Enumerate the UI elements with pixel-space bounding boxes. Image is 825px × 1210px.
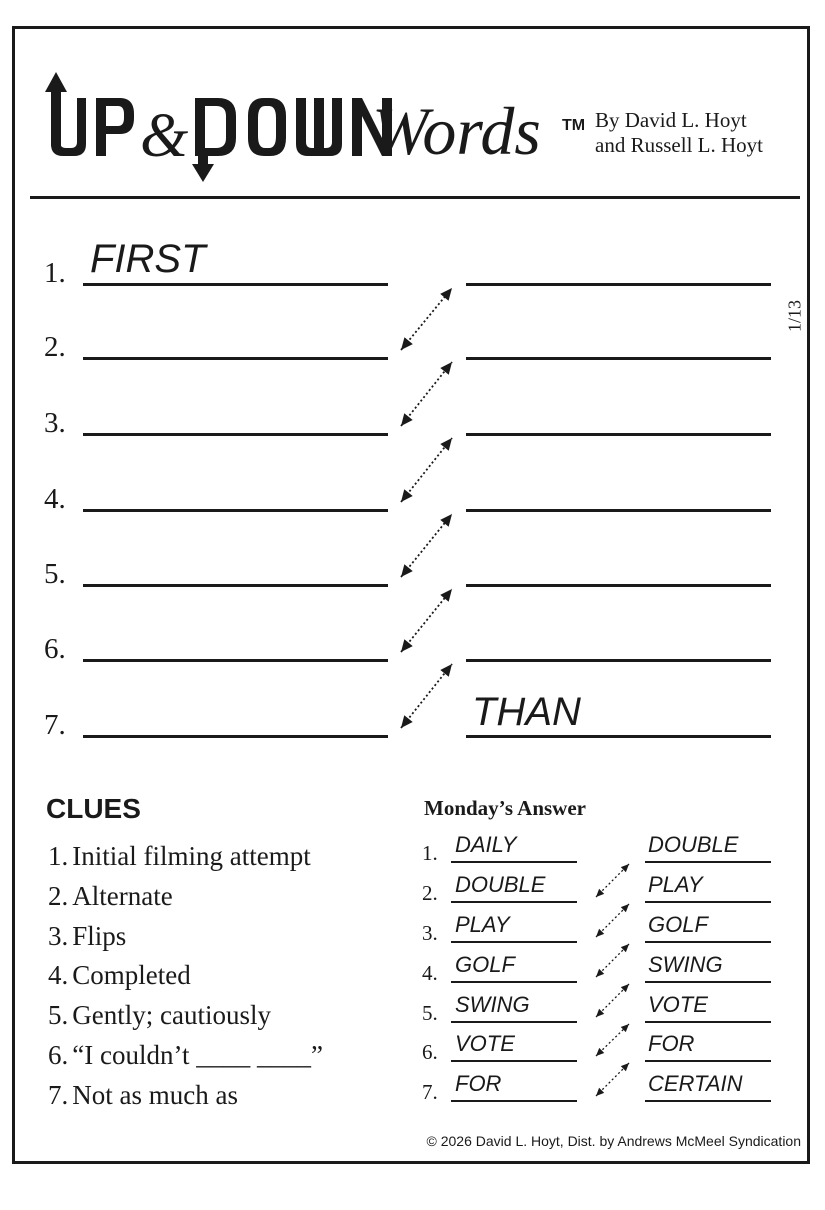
answer-right-line bbox=[645, 941, 771, 943]
answer-left-word: DAILY bbox=[455, 832, 517, 857]
answer-connector-arrow bbox=[596, 1063, 629, 1096]
clue-text: Gently; cautiously bbox=[72, 1000, 271, 1030]
answer-connector-arrow bbox=[596, 864, 629, 897]
clues-title: CLUES bbox=[46, 793, 141, 824]
connector-arrow bbox=[401, 288, 452, 350]
clue-text: Initial filming attempt bbox=[72, 841, 311, 871]
row-number: 4. bbox=[44, 483, 66, 515]
answer-right-line bbox=[645, 1060, 771, 1062]
row-number: 6. bbox=[44, 633, 66, 665]
answer-left-word: SWING bbox=[455, 992, 530, 1017]
row-number: 5. bbox=[44, 558, 66, 590]
svg-text:Words: Words bbox=[372, 93, 541, 169]
clue-item bbox=[48, 1040, 323, 1071]
answer-right-line bbox=[645, 901, 771, 903]
date-label: 1/13 bbox=[784, 299, 805, 333]
answer-connector-arrow bbox=[596, 904, 629, 937]
answer-right-word: PLAY bbox=[648, 872, 703, 897]
byline-author-2: and Russell L. Hoyt bbox=[595, 133, 763, 157]
answer-left-line bbox=[451, 861, 577, 863]
row-number: 1. bbox=[44, 257, 66, 289]
answer-left-line bbox=[451, 1021, 577, 1023]
clue-item bbox=[48, 881, 173, 912]
previous-answer-title: Monday’s Answer bbox=[424, 796, 586, 820]
copyright: © 2026 David L. Hoyt, Dist. by Andrews McMeel Syndication bbox=[426, 1133, 801, 1149]
answer-right-line bbox=[645, 981, 771, 983]
connector-arrow bbox=[401, 589, 452, 652]
connector-arrow bbox=[401, 362, 452, 426]
answer-right-word: DOUBLE bbox=[648, 832, 739, 857]
answer-right-word: GOLF bbox=[648, 912, 708, 937]
answer-row-number: 7. bbox=[422, 1080, 438, 1104]
answer-left-line bbox=[451, 1100, 577, 1102]
clue-text: Flips bbox=[72, 921, 127, 951]
connector-arrow bbox=[401, 664, 452, 728]
answer-right-line bbox=[645, 1100, 771, 1102]
clue-item bbox=[48, 841, 311, 872]
answer-connector-arrow bbox=[596, 1024, 629, 1056]
clue-number: 6. bbox=[48, 1040, 69, 1070]
answer-right-word: CERTAIN bbox=[648, 1071, 743, 1096]
answer-left-word: FOR bbox=[455, 1071, 502, 1096]
connector-arrow bbox=[401, 514, 452, 577]
byline-author-1: By David L. Hoyt bbox=[595, 108, 747, 132]
answer-row-number: 5. bbox=[422, 1001, 438, 1025]
answer-right-word: VOTE bbox=[648, 992, 708, 1017]
answer-left-word: PLAY bbox=[455, 912, 510, 937]
answer-right-word: SWING bbox=[648, 952, 723, 977]
answer-left-word: DOUBLE bbox=[455, 872, 546, 897]
answer-left-line bbox=[451, 981, 577, 983]
start-word: FIRST bbox=[90, 237, 206, 281]
answer-right-word: FOR bbox=[648, 1031, 695, 1056]
clue-text: Completed bbox=[72, 960, 191, 990]
clue-number: 5. bbox=[48, 1000, 69, 1030]
connector-arrow bbox=[401, 438, 452, 502]
row-number: 3. bbox=[44, 407, 66, 439]
answer-row-number: 3. bbox=[422, 921, 438, 945]
clue-number: 2. bbox=[48, 881, 69, 911]
end-word: THAN bbox=[472, 690, 581, 734]
clue-number: 1. bbox=[48, 841, 69, 871]
answer-right-line bbox=[645, 861, 771, 863]
row-number: 2. bbox=[44, 331, 66, 363]
svg-text:&: & bbox=[140, 102, 189, 170]
answer-row-number: 2. bbox=[422, 881, 438, 905]
clue-item bbox=[48, 1080, 238, 1111]
clue-text: Alternate bbox=[72, 881, 173, 911]
answer-connector-arrow bbox=[596, 984, 629, 1017]
answer-connector-arrow bbox=[596, 944, 629, 977]
clue-text: Not as much as bbox=[72, 1080, 238, 1110]
answer-right-line bbox=[645, 1021, 771, 1023]
answer-left-word: VOTE bbox=[455, 1031, 515, 1056]
answer-left-line bbox=[451, 1060, 577, 1062]
row-number: 7. bbox=[44, 709, 66, 741]
answer-row-number: 1. bbox=[422, 841, 438, 865]
clue-item bbox=[48, 921, 126, 952]
answer-left-line bbox=[451, 901, 577, 903]
clue-number: 4. bbox=[48, 960, 69, 990]
answer-row-number: 6. bbox=[422, 1040, 438, 1064]
clue-number: 3. bbox=[48, 921, 69, 951]
answer-left-line bbox=[451, 941, 577, 943]
answer-left-word: GOLF bbox=[455, 952, 515, 977]
clue-item bbox=[48, 960, 191, 991]
clue-number: 7. bbox=[48, 1080, 69, 1110]
answer-row-number: 4. bbox=[422, 961, 438, 985]
clue-item bbox=[48, 1000, 271, 1031]
svg-text:TM: TM bbox=[562, 117, 586, 134]
clue-text: “I couldn’t ____ ____” bbox=[72, 1040, 323, 1070]
